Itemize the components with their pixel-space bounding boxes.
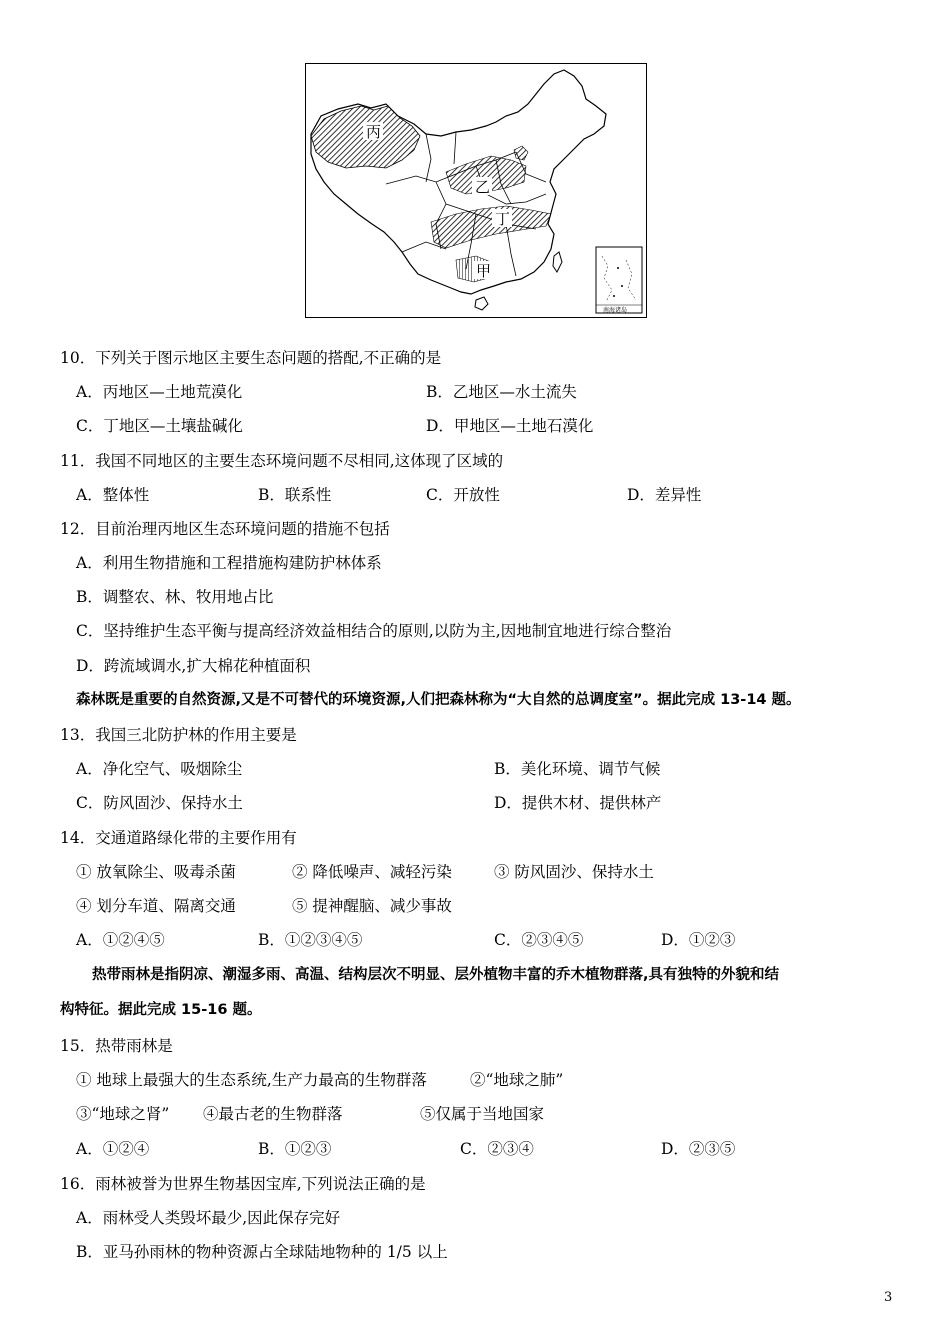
q14-option-d: D．①②③ [661, 931, 736, 949]
q11-option-d: D．差异性 [627, 486, 702, 504]
map-label-jia: 甲 [476, 262, 492, 280]
q14-statement-3: ③ 防风固沙、保持水土 [494, 863, 654, 881]
region-ding-shading [431, 206, 551, 248]
q15-statement-1: ① 地球上最强大的生态系统,生产力最高的生物群落 [76, 1071, 427, 1089]
q10-option-a: A．丙地区—土地荒漠化 [76, 383, 243, 401]
map-label-yi: 乙 [475, 178, 491, 196]
q14-statement-2: ② 降低噪声、减轻污染 [292, 863, 452, 881]
q15-statement-3: ③“地球之肾” [76, 1105, 170, 1123]
q15-statement-4: ④最古老的生物群落 [203, 1105, 343, 1123]
q13-option-c: C．防风固沙、保持水土 [76, 794, 243, 812]
q15-stem: 15．热带雨林是 [60, 1037, 173, 1055]
q16-option-a: A．雨林受人类毁坏最少,因此保存完好 [76, 1209, 341, 1227]
q14-option-b: B．①②③④⑤ [258, 931, 363, 949]
q13-stem: 13．我国三北防护林的作用主要是 [60, 726, 297, 744]
q12-option-c: C．坚持维护生态平衡与提高经济效益相结合的原则,以防为主,因地制宜地进行综合整治 [76, 622, 672, 640]
passage-forest: 森林既是重要的自然资源,又是不可替代的环境资源,人们把森林称为“大自然的总调度室”。据此完成 13-14 题。 [76, 692, 801, 708]
q11-stem: 11．我国不同地区的主要生态环境问题不尽相同,这体现了区域的 [60, 452, 504, 470]
hainan-island [475, 297, 488, 310]
q11-option-a: A．整体性 [76, 486, 150, 504]
passage-rainforest-line2: 构特征。据此完成 15-16 题。 [60, 1002, 262, 1018]
page-number: 3 [884, 1290, 893, 1305]
q12-option-d: D．跨流域调水,扩大棉花种植面积 [76, 657, 311, 675]
q12-option-a: A．利用生物措施和工程措施构建防护林体系 [76, 554, 382, 572]
taiwan-island [553, 252, 562, 272]
q14-statement-1: ① 放氧除尘、吸毒杀菌 [76, 863, 236, 881]
q15-statement-5: ⑤仅属于当地国家 [420, 1105, 545, 1123]
q11-option-c: C．开放性 [426, 486, 500, 504]
q14-option-a: A．①②④⑤ [76, 931, 165, 949]
q16-stem: 16．雨林被誉为世界生物基因宝库,下列说法正确的是 [60, 1175, 426, 1193]
inset-label: 南海诸岛 [603, 307, 628, 314]
q15-statement-2: ②“地球之肺” [470, 1071, 564, 1089]
q10-option-d: D．甲地区—土地石漠化 [426, 417, 594, 435]
q14-stem: 14．交通道路绿化带的主要作用有 [60, 829, 297, 847]
q16-option-b: B．亚马孙雨林的物种资源占全球陆地物种的 1/5 以上 [76, 1243, 448, 1261]
q14-statement-5: ⑤ 提神醒脑、减少事故 [292, 897, 452, 915]
q11-option-b: B．联系性 [258, 486, 332, 504]
q10-option-c: C．丁地区—土壤盐碱化 [76, 417, 243, 435]
q12-option-b: B．调整农、林、牧用地占比 [76, 588, 274, 606]
q14-statement-4: ④ 划分车道、隔离交通 [76, 897, 236, 915]
china-map-figure [305, 63, 647, 318]
map-label-ding: 丁 [495, 210, 511, 228]
china-map-svg [306, 64, 646, 317]
q10-stem: 10．下列关于图示地区主要生态问题的搭配,不正确的是 [60, 349, 442, 367]
region-small-ne [514, 146, 528, 160]
passage-rainforest-line1: 热带雨林是指阴凉、潮湿多雨、高温、结构层次不明显、层外植物丰富的乔木植物群落,具有独特的外貌和结 [92, 967, 780, 983]
q15-option-b: B．①②③ [258, 1140, 332, 1158]
q12-stem: 12．目前治理丙地区生态环境问题的措施不包括 [60, 520, 390, 538]
q13-option-b: B．美化环境、调节气候 [494, 760, 661, 778]
q10-option-b: B．乙地区—水土流失 [426, 383, 577, 401]
q14-option-c: C．②③④⑤ [494, 931, 584, 949]
q15-option-c: C．②③④ [460, 1140, 534, 1158]
q13-option-a: A．净化空气、吸烟除尘 [76, 760, 243, 778]
map-label-bing: 丙 [366, 123, 382, 141]
south-china-sea-inset [596, 247, 642, 313]
q13-option-d: D．提供木材、提供林产 [494, 794, 662, 812]
q15-option-d: D．②③⑤ [661, 1140, 736, 1158]
q15-option-a: A．①②④ [76, 1140, 150, 1158]
